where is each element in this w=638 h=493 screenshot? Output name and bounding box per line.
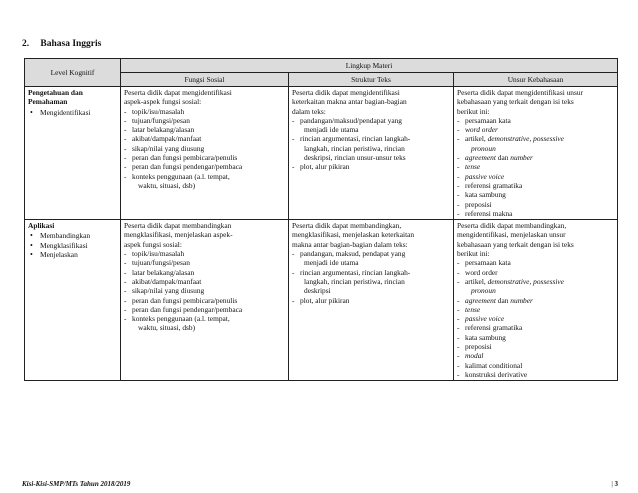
list-item: langkah, rincian peristiwa, rincian (304, 276, 405, 286)
fungsi-cell (121, 220, 289, 381)
cell-text: berikut ini: (457, 249, 490, 259)
list-item: - latar belakang/alasan (124, 268, 285, 277)
cell-text: Peserta didik dapat mengidentifikasi (292, 88, 400, 97)
list-item: pronoun (471, 143, 496, 153)
list-item: - peran dan fungsi pendengar/pembaca (124, 305, 285, 314)
table-row (25, 87, 618, 220)
list-item: - sikap/nilai yang diusung (124, 144, 285, 153)
list-item: - referensi makna (457, 209, 614, 218)
list-item: - topik/isu/masalah (124, 107, 285, 116)
list-item: - peran dan fungsi pendengar/pembaca (124, 162, 285, 171)
list-item: - latar belakang/alasan (124, 125, 285, 134)
cell-text: Peserta didik dapat mengidentifikasi (124, 88, 232, 97)
list-item: - kalimat conditional (457, 361, 614, 370)
list-item: - akibat/dampak/manfaat (124, 277, 285, 286)
list-item: - word order (457, 268, 614, 277)
list-item: - word order (457, 125, 614, 134)
cell-text: mengklasifikasi, menjelaskan aspek- (124, 230, 233, 240)
list-item: - persamaan kata (457, 258, 614, 267)
header-level-kognitif: Level Kognitif (25, 59, 121, 87)
level-cell (25, 87, 121, 220)
list-item: - preposisi (457, 342, 614, 351)
list-item: - akibat/dampak/manfaat (124, 134, 285, 143)
list-item: - tense (457, 305, 614, 314)
level-title: Pengetahuan dan (28, 88, 83, 97)
cell-text: Peserta didik dapat membandingkan, (457, 221, 567, 231)
page-footer (22, 480, 618, 488)
list-item: - tense (457, 162, 614, 171)
cell-text: mengidentifikasi, menjelaskan unsur (457, 230, 566, 240)
level-cell (25, 220, 121, 381)
list-item: - passive voice (457, 172, 614, 181)
list-item: - pandangan, maksud, pendapat yang (292, 249, 450, 258)
cell-text: Peserta didik dapat membandingkan (124, 221, 232, 231)
list-item: - modal (457, 351, 614, 360)
header-struktur-teks: Struktur Teks (289, 73, 454, 87)
list-item: - tujuan/fungsi/pesan (124, 258, 285, 267)
list-item: - plot, alur pikiran (292, 162, 450, 171)
cell-text: aspek-aspek fungsi sosial: (124, 97, 202, 107)
kisi-kisi-table (24, 58, 618, 381)
list-item: • Mengklasifikasi (28, 241, 117, 250)
list-item: - kata sambung (457, 333, 614, 342)
cell-text: aspek fungsi sosial: (124, 239, 182, 249)
footer-title: Kisi-Kisi-SMP/MTs Tahun 2018/2019 (22, 480, 131, 488)
list-item: - artikel, demonstrative, possessive (457, 134, 614, 143)
table-row (25, 220, 618, 381)
list-item: - pandangan/maksud/pendapat yang (292, 116, 450, 125)
list-item: - rincian argumentasi, rincian langkah- (292, 134, 450, 143)
list-item: langkah, rincian peristiwa, rincian (304, 143, 405, 153)
cell-text: Peserta didik dapat mengidentifikasi unsur (457, 88, 584, 97)
list-item: - passive voice (457, 314, 614, 323)
list-item: • Mengidentifikasi (28, 108, 117, 117)
level-title: Pemahaman (28, 97, 68, 107)
page-number: | 3 (611, 480, 618, 488)
struktur-cell (289, 220, 454, 381)
unsur-cell (454, 87, 618, 220)
fungsi-cell (121, 87, 289, 220)
list-item: • Menjelaskan (28, 250, 117, 259)
section-title: Bahasa Inggris (40, 39, 102, 49)
cell-text: Peserta didik dapat membandingkan, (292, 221, 402, 231)
list-item: deskripsi (304, 286, 331, 296)
list-item: - tujuan/fungsi/pesan (124, 116, 285, 125)
list-item: - konstruksi derivative (457, 370, 614, 379)
header-unsur-kebahasaan: Unsur Kebahasaan (454, 73, 618, 87)
list-item: - preposisi (457, 200, 614, 209)
list-item: pronoun (471, 286, 496, 296)
cell-text: dalam teks: (292, 106, 326, 116)
cell-text: keterkaitan makna antar bagian-bagian (292, 97, 407, 107)
list-item: - peran dan fungsi pembicara/penulis (124, 153, 285, 162)
list-item: waktu, situasi, dsb) (138, 180, 196, 190)
list-item: waktu, situasi, dsb) (138, 323, 196, 333)
cell-text: berikut ini: (457, 106, 490, 116)
list-item: - plot, alur pikiran (292, 296, 450, 305)
cell-text: kebahasaan yang terkait dengan isi teks (457, 97, 574, 107)
list-item: - konteks penggunaan (a.l. tempat, (124, 172, 285, 181)
list-item: - sikap/nilai yang diusung (124, 286, 285, 295)
list-item: menjadi ide utama (304, 258, 359, 268)
cell-text: kebahasaan yang terkait dengan isi teks (457, 239, 574, 249)
cell-text: mengklasifikasi, menjelaskan keterkaitan (292, 230, 415, 240)
list-item: - referensi gramatika (457, 323, 614, 332)
list-item: - kata sambung (457, 190, 614, 199)
list-item: - peran dan fungsi pembicara/penulis (124, 296, 285, 305)
list-item: - konteks penggunaan (a.l. tempat, (124, 314, 285, 323)
list-item: - referensi gramatika (457, 181, 614, 190)
list-item: - persamaan kata (457, 116, 614, 125)
section-number: 2. (22, 39, 30, 49)
list-item: - agreement dan number (457, 153, 614, 162)
section-heading (22, 39, 101, 49)
list-item: menjadi ide utama (304, 125, 359, 135)
list-item: - topik/isu/masalah (124, 249, 285, 258)
header-lingkup-materi: Lingkup Materi (121, 59, 618, 73)
cell-text: makna antar bagian-bagian dalam teks: (292, 239, 408, 249)
list-item: deskripsi, rincian unsur-unsur teks (304, 153, 406, 163)
struktur-cell (289, 87, 454, 220)
header-fungsi-sosial: Fungsi Sosial (121, 73, 289, 87)
list-item: - artikel, demonstrative, possessive (457, 277, 614, 286)
list-item: - rincian argumentasi, rincian langkah- (292, 268, 450, 277)
list-item: - agreement dan number (457, 296, 614, 305)
unsur-cell (454, 220, 618, 381)
level-title: Aplikasi (28, 221, 55, 231)
list-item: • Membandingkan (28, 231, 117, 240)
